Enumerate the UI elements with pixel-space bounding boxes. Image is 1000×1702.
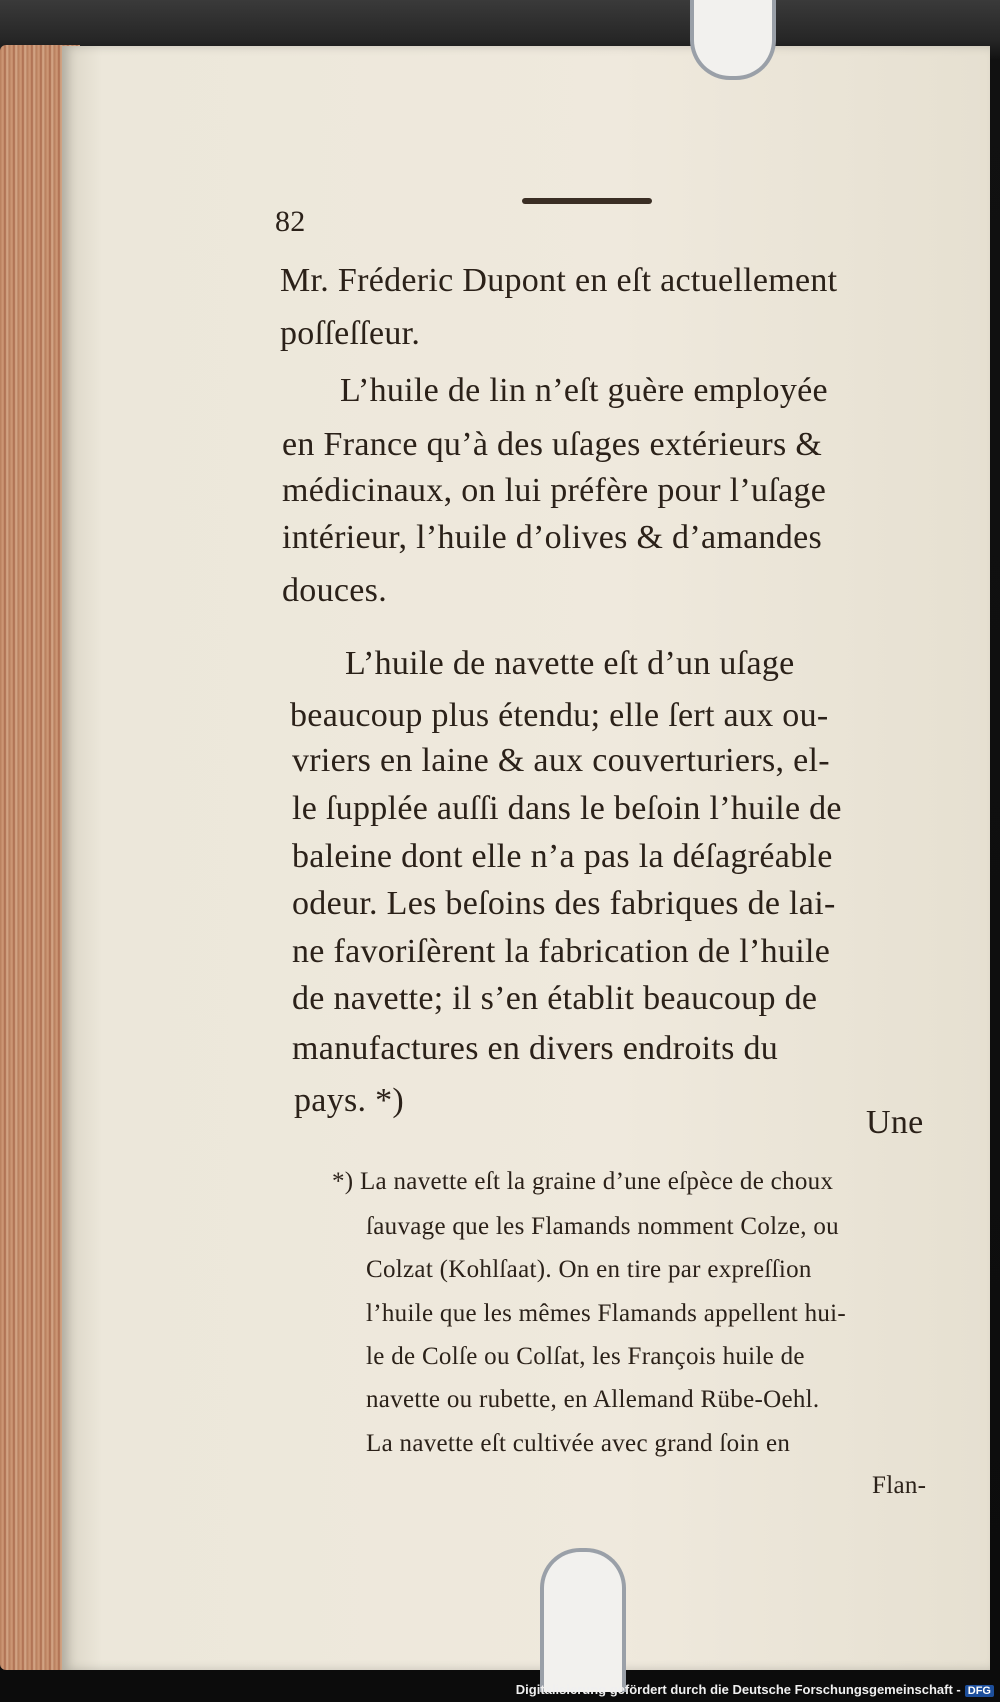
text-line: L’huile de lin n’eſt guère employée bbox=[340, 372, 828, 409]
text-line: pays. *) bbox=[294, 1082, 405, 1119]
text-line: baleine dont elle n’a pas la déſagréable bbox=[292, 838, 833, 875]
header-rule bbox=[522, 198, 652, 204]
footnote-catchword: Flan- bbox=[872, 1472, 927, 1499]
text-line: de navette; il s’en établit beaucoup de bbox=[292, 980, 818, 1017]
catchword: Une bbox=[866, 1104, 924, 1141]
page-clip-bottom bbox=[540, 1548, 626, 1692]
text-line: beaucoup plus étendu; elle ſert aux ou- bbox=[290, 697, 829, 734]
digitization-credit-text: Digitalisierung gefördert durch die Deutsche Forschungsgemeinschaft - bbox=[515, 1682, 961, 1697]
text-line: odeur. Les beſoins des fabriques de lai- bbox=[292, 885, 836, 922]
text-line: le ſupplée auſſi dans le beſoin l’huile de bbox=[292, 790, 842, 827]
page-number: 82 bbox=[275, 205, 306, 238]
page-clip-top bbox=[690, 0, 776, 80]
footnote-line: La navette eſt cultivée avec grand ſoin en bbox=[366, 1430, 791, 1457]
text-line: L’huile de navette eſt d’un uſage bbox=[345, 645, 795, 682]
digitization-credit bbox=[516, 1682, 994, 1697]
footnote-line: le de Colſe ou Colſat, les François huile de bbox=[366, 1343, 805, 1370]
footnote-line: *) La navette eſt la graine d’une eſpèce de choux bbox=[332, 1168, 834, 1195]
text-line: douces. bbox=[282, 572, 388, 609]
text-line: ne favoriſèrent la fabrication de l’huile bbox=[292, 933, 831, 970]
text-line: intérieur, l’huile d’olives & d’amandes bbox=[282, 519, 823, 556]
footnote-line: l’huile que les mêmes Flamands appellent hui- bbox=[366, 1300, 847, 1327]
text-line: Mr. Fréderic Dupont en eſt actuellement bbox=[280, 262, 838, 299]
text-line: vriers en laine & aux couverturiers, el- bbox=[292, 742, 830, 779]
footnote-line: navette ou rubette, en Allemand Rübe-Oehl. bbox=[366, 1386, 820, 1413]
footnote-line: ſauvage que les Flamands nomment Colze, ou bbox=[366, 1213, 839, 1240]
text-line: poſſeſſeur. bbox=[280, 315, 421, 352]
dfg-logo: DFG bbox=[965, 1685, 994, 1697]
text-line: médicinaux, on lui préfère pour l’uſage bbox=[282, 472, 827, 509]
text-line: manufactures en divers endroits du bbox=[292, 1030, 779, 1067]
text-line: en France qu’à des uſages extérieurs & bbox=[282, 426, 823, 463]
footnote-line: Colzat (Kohlſaat). On en tire par expreſſion bbox=[366, 1256, 812, 1283]
